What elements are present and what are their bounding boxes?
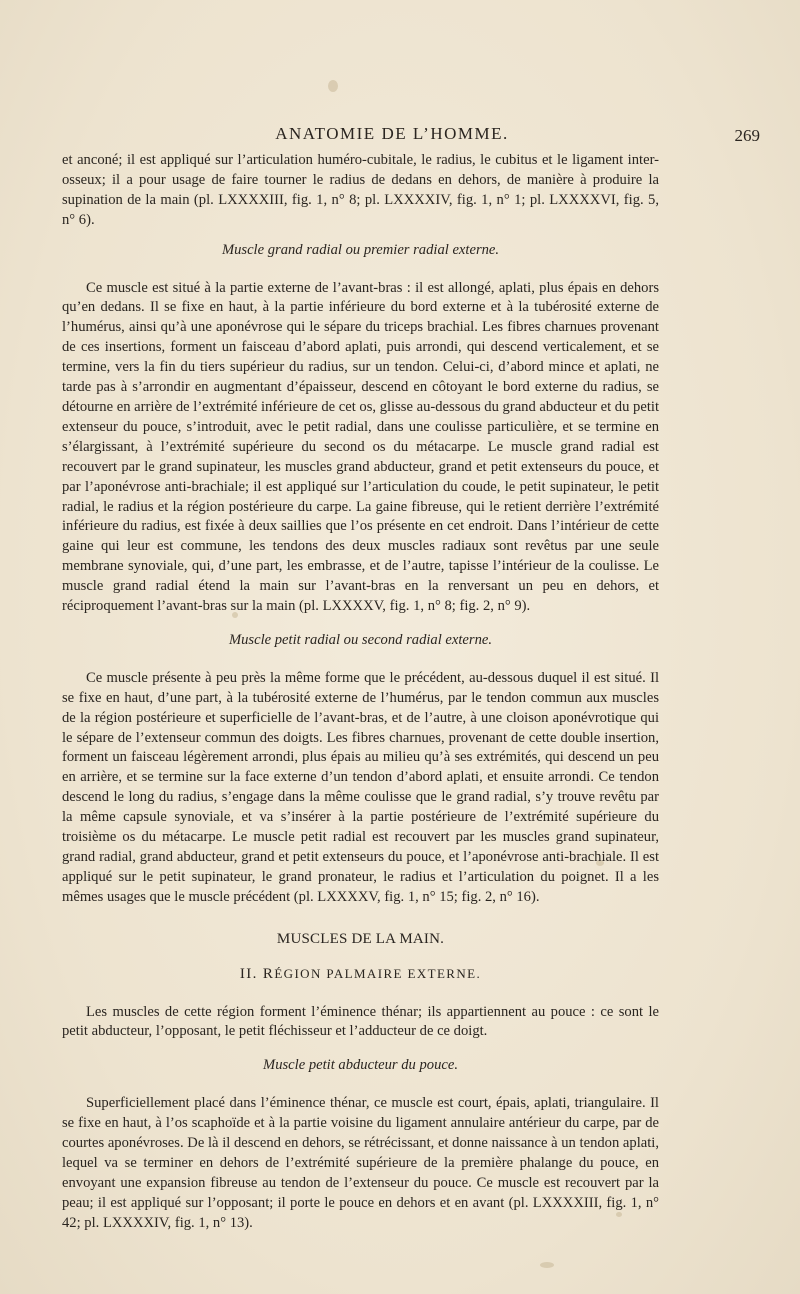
subheading-grand-radial: Muscle grand radial ou premier radial externe. <box>221 241 500 258</box>
region-title-prefix: II. R <box>239 965 275 982</box>
paragraph: Ce muscle présente à peu près la même forme que le précédent, au-dessous duquel il est situé. Il se fixe en haut, d’une part, à la tubérosité externe de l’humérus, par le tendon commun aux muscles de la région postérieure et superficielle de l’avant-bras, et de l’autre, à une cloison aponévrotique qui le sépare de l’extenseur commun des doigts. Les fibres charnues, provenant de cette double insertion, forment un faisceau légèrement arrondi, plus épais au milieu qu’à ses extrémités, qui descend un peu en arrière, et se termine sur la face externe d’un tendon d’abord aplati, et ensuite arrondi. Ce tendon descend le long du radius, s’engage dans la même coulisse que le grand radial, s’y trouve revêtu par la même capsule synoviale, et va s’insérer à la partie postérieure de l’extrémité supérieure du troisième os du métacarpe. Le muscle petit radial est recouvert par les muscles grand supinateur, grand radial, grand abducteur, grand et petit extenseurs du pouce, et l’aponévrose anti-brachiale. Il est appliqué sur le petit supinateur, le grand pronateur, le radius et l’articulation du poignet. Il a les mêmes usages que le muscle précédent (pl. LXXXXV, fig. 1, n° 15; fig. 2, n° 16). <box>62 669 659 905</box>
section-title: MUSCLES DE LA MAIN. <box>276 930 445 947</box>
foxing-spot <box>540 1262 554 1268</box>
paragraph: Superficiellement placé dans l’éminence thénar, ce muscle est court, épais, aplati, triangulaire. Il se fixe en haut, à l’os scaphoïde et à la partie voisine du ligament annulaire antérieur du carpe, par de courtes aponévroses. De là il descend en dehors, se rétrécissant, et donne naissance à un tendon aplati, lequel va se terminer en dehors de l’extrémité supérieure de la première phalange du pouce, en envoyant une expansion fibreuse au tendon de l’extenseur du pouce. Ce muscle est recouvert par la peau; il est appliqué sur l’opposant; il porte le pouce en dehors et en avant (pl. LXXXXIII, fig. 1, n° 42; pl. LXXXXIV, fig. 1, n° 13). <box>62 1095 659 1231</box>
paragraph: Ce muscle est situé à la partie externe de l’avant-bras : il est allongé, aplati, plus épais en dehors qu’en dedans. Il se fixe en haut, à la partie inférieure du bord externe et à la tubérosité externe de l’humérus, ainsi qu’à une aponévrose qui le sépare du triceps brachial. Les fibres charnues provenant de ces insertions, forment un faisceau d’abord aplati, puis arrondi, qui descend verticalement, et se termine, vers la fin du tiers supérieur du radius, sur un tendon. Celui-ci, d’abord mince et aplati, ne tarde pas à s’arrondir en augmentant d’épaisseur, descend en côtoyant le bord externe du radius, se détourne en arrière de l’extrémité inférieure de cet os, glisse au-dessous du grand abducteur et du petit extenseur du pouce, s’introduit, avec le petit radial, dans une coulisse particulière, et se termine en s’élargissant, à l’extrémité supérieure du second os du métacarpe. Le muscle grand radial est recouvert par le grand supinateur, les muscles grand abducteur, grand et petit extenseurs du pouce, et par l’aponévrose anti-brachiale; il est appliqué sur l’articulation du coude, le petit supinateur, le petit radial, le radius et la région postérieure du carpe. La gaine fibreuse, qui le retient derrière l’extrémité inférieure du radius, est fixée à deux saillies que l’os présente en cet endroit. Dans l’intérieur de cette gaine qui leur est commune, les tendons des deux muscles radiaux sont revêtus par une seule membrane synoviale, qui, d’une part, les embrasse, et de l’autre, tapisse l’intérieur de la coulisse. Le muscle grand radial étend la main sur l’avant-bras en la renversant un peu en dehors, et réciproquement l’avant-bras sur la main (pl. LXXXXV, fig. 1, n° 8; fig. 2, n° 9). <box>62 279 659 615</box>
page-number: 269 <box>734 126 760 145</box>
subheading-petit-radial: Muscle petit radial ou second radial externe. <box>228 631 493 648</box>
region-title-rest: ÉGION PALMAIRE EXTERNE. <box>274 965 482 981</box>
foxing-spot <box>328 80 338 92</box>
subheading-petit-abducteur: Muscle petit abducteur du pouce. <box>263 1057 458 1074</box>
region-title <box>62 964 659 985</box>
running-title: ANATOMIE DE L’HOMME. <box>275 124 509 143</box>
page-header <box>60 124 760 148</box>
paragraph: Les muscles de cette région forment l’éminence thénar; ils appartiennent au pouce : ce sont le petit abducteur, l’opposant, le petit fléchisseur et l’adducteur de ce doigt. <box>62 1003 659 1040</box>
page-body <box>62 151 659 1234</box>
paragraph: et anconé; il est appliqué sur l’articulation huméro-cubitale, le radius, le cubitus et le ligament inter-osseux; il a pour usage de faire tourner le radius de dedans en dehors, de manière à produire la supination de la main (pl. LXXXXIII, fig. 1, n° 8; pl. LXXXXIV, fig. 1, n° 1; pl. LXXXXVI, fig. 5, n° 6). <box>62 152 659 228</box>
